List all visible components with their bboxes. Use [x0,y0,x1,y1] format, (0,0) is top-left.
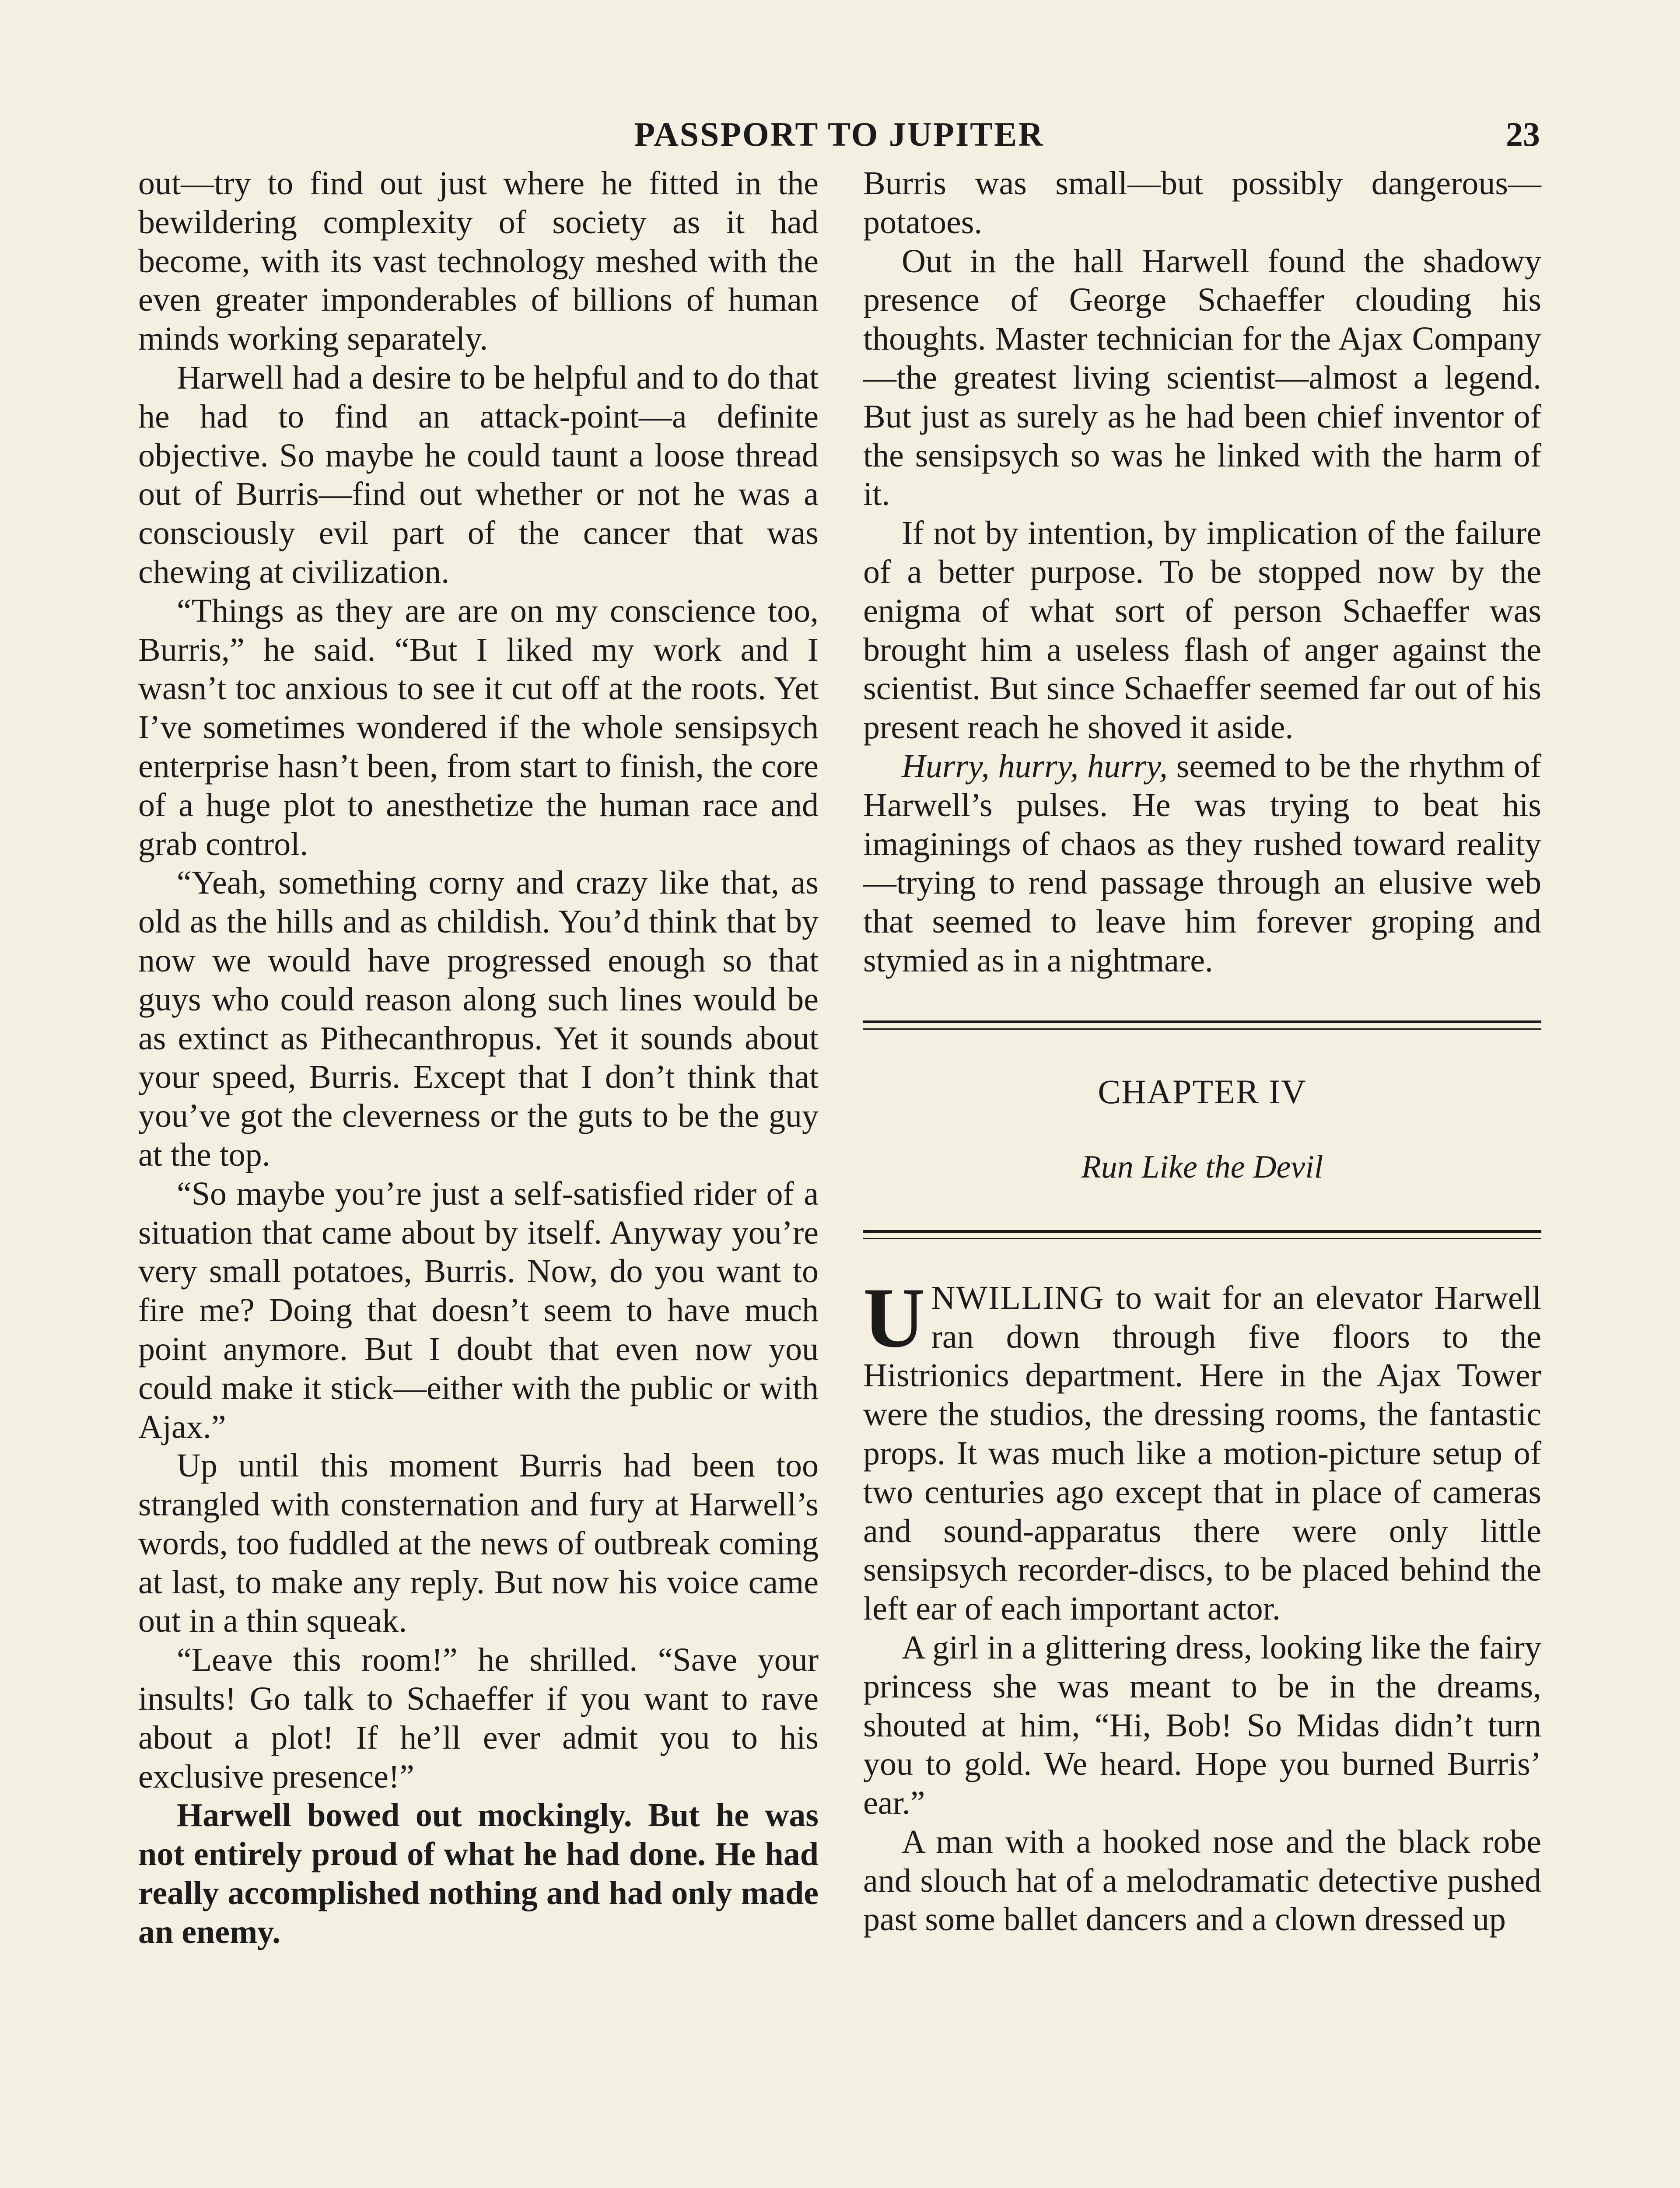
paragraph: Harwell had a desire to be helpful and to do that he had to find an attack-point—a definite objective. So maybe he could taunt a loose thread out of Burris—find out whether or not he was a consciously evil part of the cancer that was chewing at civilization. [138,359,819,590]
italic-lead: Hurry, hurry, hurry, [902,747,1168,785]
paragraph: If not by intention, by implication of the failure of a better purpose. To be stopped now by the enigma of what sort of person Schaeffer was brought him a useless flash of anger against the scientist. But since Schaeffer seemed far out of his present reach he shoved it aside. [863,515,1541,746]
chapter-subtitle: Run Like the Devil [1081,1149,1323,1185]
paragraph: “Things as they are are on my conscience too, Burris,” he said. “But I liked my work and I wasn’t toc anxious to see it cut off at the roots. Yet I’ve sometimes wondered if the whole sensipsych enterprise hasn’t been, from start to finish, the core of a huge plot to anesthetize the human race and grab control. [138,592,819,863]
right-column [863,164,1541,1939]
opening-paragraph [863,1270,1541,1628]
paragraph: “Yeah, something corny and crazy like that, as old as the hills and as childish. You’d think that by now we would have progressed enough so that guys who could reason along such lines would be as extinct as Pithecanthropus. Yet it sounds about your speed, Burris. Except that I don’t think that you’ve got the cleverness or the guts to be the guy at the top. [138,864,819,1173]
paragraph: Burris was small—but possibly dangerous—potatoes. [863,165,1541,241]
opening-rest: to wait for an elevator Harwell ran down through five floors to the Histrionics department. Here in the Ajax Tower were the studios, the dressing rooms, the fantastic props. It was much like a motion-picture setup of two centuries ago except that in place of cameras and sound-apparatus there were only little sensipsych recorder-discs, to be placed behind the left ear of each important actor. [863,1279,1541,1627]
chapter-heading: CHAPTER IV [1098,1072,1307,1111]
paragraph: Harwell bowed out mockingly. But he was not entirely proud of what he had done. He had really accomplished nothing and had only made an enemy. [138,1797,819,1950]
paragraph: “Leave this room!” he shrilled. “Save your insults! Go talk to Schaeffer if you want to rave about a plot! If he’ll ever admit you to his exclusive presence!” [138,1641,819,1795]
opening-lead: NWILLING [931,1279,1105,1316]
paragraph: Out in the hall Harwell found the shadowy presence of George Schaeffer clouding his thoughts. Master technician for the Ajax Company—the greatest living scientist—almost a legend. But just as surely as he had been chief inventor of the sensipsych so was he linked with the harm of it. [863,242,1541,513]
running-title: PASSPORT TO JUPITER [634,115,1044,153]
paragraph-hurry [863,747,1541,980]
page-header [138,115,1540,158]
drop-cap: U [863,1270,925,1365]
section-rule [863,1230,1541,1239]
left-column [138,164,819,1952]
page-number: 23 [1506,115,1540,153]
paragraph: A girl in a glittering dress, looking like the fairy princess she was meant to be in the dreams, shouted at him, “Hi, Bob! So Midas didn’t turn you to gold. We heard. Hope you burned Burris’ ear.” [863,1629,1541,1822]
paragraph: Up until this moment Burris had been too strangled with consternation and fury at Harwell’s words, too fuddled at the news of outbreak coming at last, to make any reply. But now his voice came out in a thin squeak. [138,1447,819,1640]
section-rule [863,1020,1541,1030]
paragraph: “So maybe you’re just a self-satisfied rider of a situation that came about by itself. Anyway you’re very small potatoes, Burris. Now, do you want to fire me? Doing that doesn’t seem to have much point anymore. But I doubt that even now you could make it stick—either with the public or with Ajax.” [138,1175,819,1445]
paragraph: out—try to find out just where he fitted in the bewildering complexity of society as it had become, with its vast technology meshed with the even greater imponderables of billions of human minds working separately. [138,165,819,358]
paragraph-rest: seemed to be the rhythm of Harwell’s pulses. He was trying to beat his imaginings of chaos as they rushed toward reality—trying to rend passage through an elusive web that seemed to leave him forever groping and stymied as in a nightmare. [863,747,1541,979]
paragraph: A man with a hooked nose and the black robe and slouch hat of a melodramatic detective pushed past some ballet dancers and a clown dressed up [863,1823,1541,1938]
